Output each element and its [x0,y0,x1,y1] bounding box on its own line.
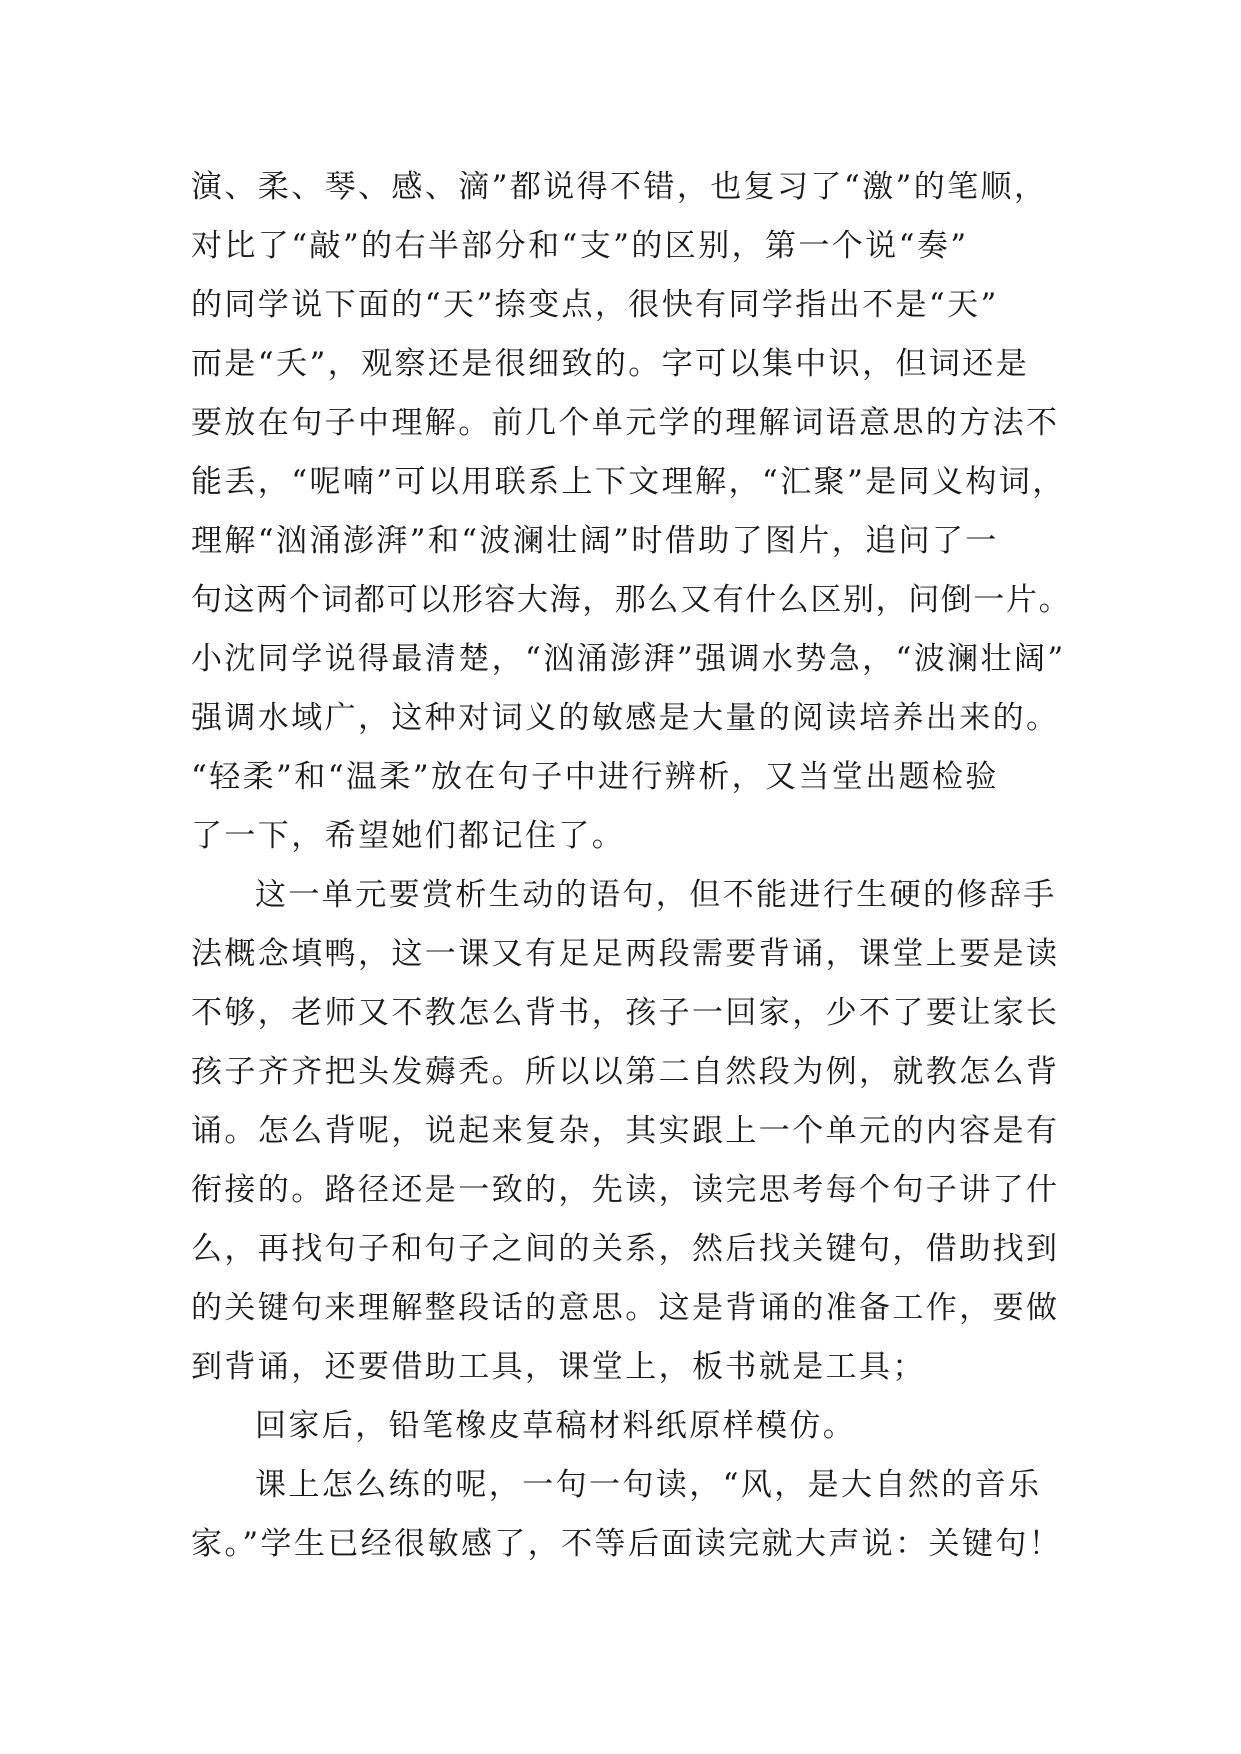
text-line: 理解“汹涌澎湃”和“波澜壮阔”时借助了图片，追问了一 [191,523,999,559]
text-line: 这一单元要赏析生动的语句，但不能进行生硬的修辞手 [255,877,1057,913]
text-line: 小沈同学说得最清楚，“汹涌澎湃”强调水势急，“波澜壮阔” [191,641,1066,677]
text-line: 么，再找句子和句子之间的关系，然后找关键句，借助找到 [191,1231,1060,1267]
text-line: 课上怎么练的呢，一句一句读，“风，是大自然的音乐 [255,1467,1042,1503]
text-line: 强调水域广，这种对词义的敏感是大量的阅读培养出来的。 [191,700,1060,736]
text-line: 回家后，铅笔橡皮草稿材料纸原样模仿。 [255,1408,857,1444]
text-line: “轻柔”和“温柔”放在句子中进行辨析，又当堂出题检验 [191,759,999,795]
text-line: 而是“夭”，观察还是很细致的。字可以集中识，但词还是 [191,346,1030,382]
text-line: 不够，老师又不教怎么背书，孩子一回家，少不了要让家长 [191,995,1060,1031]
text-line: 诵。怎么背呢，说起来复杂，其实跟上一个单元的内容是有 [191,1113,1060,1149]
text-line: 衔接的。路径还是一致的，先读，读完思考每个句子讲了什 [191,1172,1060,1208]
text-line: 句这两个词都可以形容大海，那么又有什么区别，问倒一片。 [191,582,1072,618]
text-line: 演、柔、琴、感、滴”都说得不错，也复习了“激”的笔顺， [191,169,1048,205]
text-line: 要放在句子中理解。前几个单元学的理解词语意思的方法不 [191,405,1060,441]
text-line: 了一下，希望她们都记住了。 [191,818,626,854]
text-line: 家。”学生已经很敏感了，不等后面读完就大声说：关键句！ [191,1526,1063,1562]
text-line: 到背诵，还要借助工具，课堂上，板书就是工具； [191,1349,926,1385]
text-line: 的同学说下面的“天”捺变点，很快有同学指出不是“天” [191,287,999,323]
text-line: 能丢，“呢喃”可以用联系上下文理解，“汇聚”是同义构词， [191,464,1066,500]
text-line: 对比了“敲”的右半部分和“支”的区别，第一个说“奏” [191,228,969,264]
text-line: 孩子齐齐把头发薅秃。所以以第二自然段为例，就教怎么背 [191,1054,1060,1090]
text-line: 法概念填鸭，这一课又有足足两段需要背诵，课堂上要是读 [191,936,1060,972]
text-line: 的关键句来理解整段话的意思。这是背诵的准备工作，要做 [191,1290,1060,1326]
body-text [191,158,1081,1574]
